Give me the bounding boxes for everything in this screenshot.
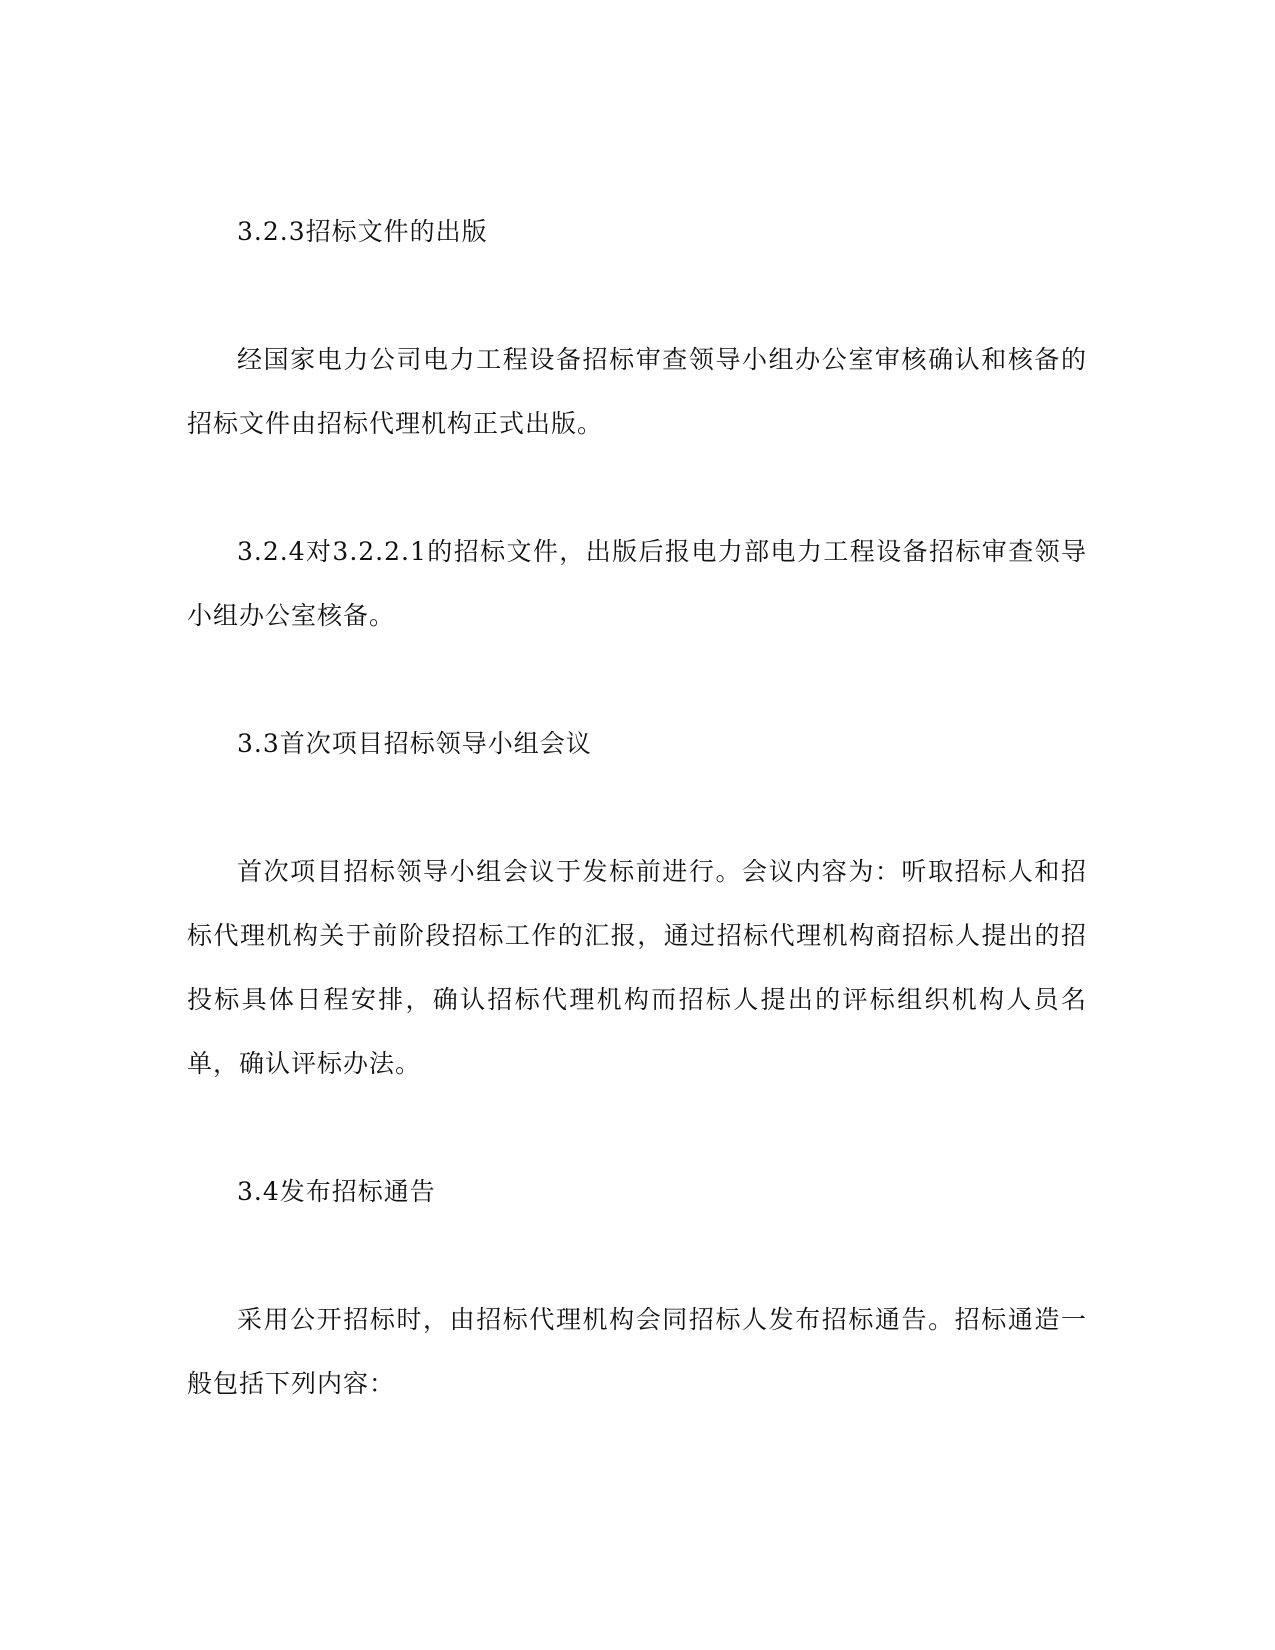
- paragraph-tender-notice: 采用公开招标时，由招标代理机构会同招标人发布招标通告。招标通造一般包括下列内容：: [187, 1305, 1087, 1398]
- paragraph-publication: 经国家电力公司电力工程设备招标审查领导小组办公室审核确认和核备的招标文件由招标代理机构正式出版。: [187, 345, 1087, 438]
- spacer: [187, 648, 1087, 712]
- section-heading-3-4: 3.4发布招标通告: [237, 1177, 436, 1206]
- spacer: [187, 776, 1087, 840]
- section-heading-3-2-3: 3.2.3招标文件的出版: [237, 217, 488, 246]
- paragraph-first-meeting: 首次项目招标领导小组会议于发标前进行。会议内容为：听取招标人和招标代理机构关于前阶段招标工作的汇报，通过招标代理机构商招标人提出的招投标具体日程安排，确认招标代理机构而招标人提出的评标组织机构人员名单，确认评标办法。: [187, 857, 1087, 1078]
- document-body: [187, 200, 1087, 1416]
- section-heading-3-3: 3.3首次项目招标领导小组会议: [237, 729, 592, 758]
- spacer: [187, 456, 1087, 520]
- paragraph-3-2-4: 3.2.4对3.2.2.1的招标文件，出版后报电力部电力工程设备招标审查领导小组办公室核备。: [187, 537, 1087, 630]
- spacer: [187, 1096, 1087, 1160]
- spacer: [187, 264, 1087, 328]
- spacer: [187, 1224, 1087, 1288]
